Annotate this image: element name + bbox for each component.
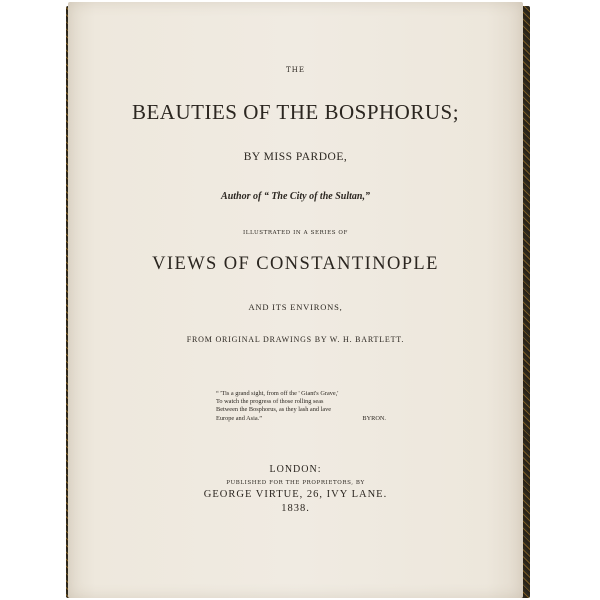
drawings-credit: FROM ORIGINAL DRAWINGS BY W. H. BARTLETT.	[186, 335, 405, 344]
author-line: BY MISS PARDOE,	[243, 151, 348, 163]
imprint-year: 1838.	[281, 503, 310, 514]
quote-line: Europe and Asia.”	[216, 414, 262, 422]
imprint-published: PUBLISHED FOR THE PROPRIETORS, BY	[226, 480, 365, 486]
quote-line: “ 'Tis a grand sight, from off the ' Giant's Grave,'	[216, 390, 339, 397]
quote-attribution: BYRON.	[362, 414, 386, 422]
imprint-publisher: GEORGE VIRTUE, 26, IVY LANE.	[203, 489, 388, 500]
imprint-city: LONDON:	[269, 464, 322, 475]
quote-line: Between the Bosphorus, as they lash and lave	[216, 406, 332, 414]
book-title: BEAUTIES OF THE BOSPHORUS;	[131, 100, 460, 124]
author-credits: Author of “ The City of the Sultan,”	[221, 191, 370, 202]
illustrated-line: ILLUSTRATED IN A SERIES OF	[243, 230, 348, 236]
epigraph-quote	[216, 390, 386, 423]
quote-line: To watch the progress of those rolling seas	[216, 398, 324, 406]
subtitle-views: VIEWS OF CONSTANTINOPLE	[152, 254, 439, 274]
subtitle-environs: AND ITS ENVIRONS,	[248, 302, 343, 312]
title-article: THE	[286, 66, 305, 74]
quote-last-line	[216, 415, 386, 423]
title-page	[68, 2, 523, 598]
